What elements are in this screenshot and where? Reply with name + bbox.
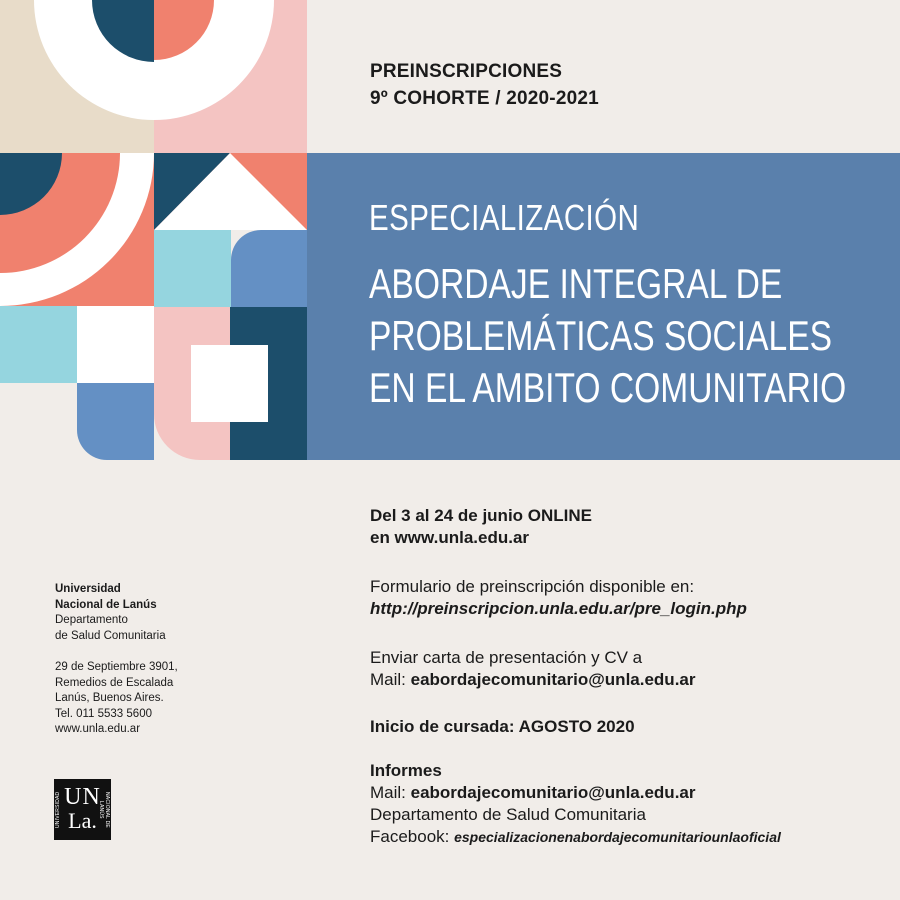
send-mail-link[interactable]: eabordajecomunitario@unla.edu.ar	[410, 670, 696, 689]
form-url-link[interactable]: http://preinscripcion.unla.edu.ar/pre_login.php	[370, 599, 747, 618]
program-title	[369, 258, 846, 414]
facebook-prefix: Facebook:	[370, 827, 455, 846]
form-label: Formulario de preinscripción disponible en:	[370, 577, 695, 596]
form-block	[370, 576, 747, 620]
header-line-1: PREINSCRIPCIONES	[370, 61, 563, 82]
geometric-artwork	[0, 0, 307, 460]
send-block	[370, 647, 695, 691]
dept-line-2: de Salud Comunitaria	[55, 629, 166, 642]
logo-side-right: NACIONAL DE LANÚS	[98, 792, 110, 828]
informes-title: Informes	[370, 761, 442, 780]
logo-side-left: UNIVERSIDAD	[55, 791, 61, 829]
program-kicker: ESPECIALIZACIÓN	[369, 197, 640, 238]
logo-la: La.	[68, 808, 97, 833]
send-mail-line	[370, 669, 695, 691]
informes-dept: Departamento de Salud Comunitaria	[370, 805, 646, 824]
informes-block	[370, 760, 781, 848]
univ-line-1: Universidad	[55, 583, 121, 595]
logo-un: UN	[64, 784, 101, 810]
art-square-cyan	[154, 230, 231, 307]
facebook-line	[370, 826, 781, 848]
header	[370, 58, 599, 112]
art-square-white	[191, 345, 268, 422]
tel: Tel. 011 5533 5600	[55, 707, 152, 720]
dates-line-2[interactable]: en www.unla.edu.ar	[370, 528, 530, 547]
web-link[interactable]: www.unla.edu.ar	[55, 723, 141, 735]
program-title-line-2: PROBLEMÁTICAS SOCIALES	[369, 312, 833, 359]
addr-line-1: 29 de Septiembre 3901,	[55, 661, 178, 673]
address-info	[55, 660, 178, 738]
univ-line-2: Nacional de Lanús	[55, 598, 157, 611]
addr-line-3: Lanús, Buenos Aires.	[55, 692, 164, 704]
unla-logo	[54, 779, 111, 840]
university-info	[55, 582, 166, 644]
header-line-2: 9º COHORTE / 2020-2021	[370, 88, 599, 109]
send-label: Enviar carta de presentación y CV a	[370, 648, 643, 667]
dept-line-1: Departamento	[55, 614, 128, 626]
program-title-line-1: ABORDAJE INTEGRAL DE	[369, 260, 783, 307]
informes-mail-link[interactable]: eabordajecomunitario@unla.edu.ar	[410, 783, 696, 802]
addr-line-2: Remedios de Escalada	[55, 676, 174, 689]
informes-mail-line	[370, 782, 781, 804]
program-title-line-3: EN EL AMBITO COMUNITARIO	[369, 364, 847, 411]
facebook-link[interactable]: especializacionenabordajecomunitariounlaoficial	[454, 829, 781, 845]
informes-mail-prefix: Mail:	[370, 783, 411, 802]
start-date: Inicio de cursada: AGOSTO 2020	[370, 717, 635, 736]
send-mail-prefix: Mail:	[370, 670, 411, 689]
dates-line-1: Del 3 al 24 de junio ONLINE	[370, 506, 592, 525]
dates-block	[370, 505, 592, 549]
